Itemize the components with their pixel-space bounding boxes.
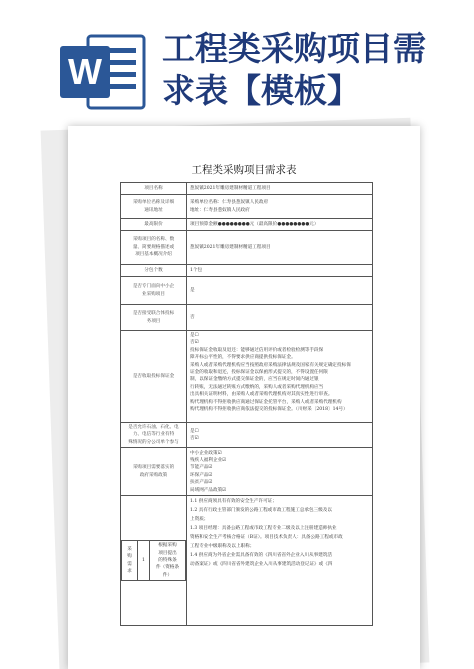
word-icon-letter: W <box>68 51 102 92</box>
deposit-label: 是否收取投标保证金 <box>121 331 187 423</box>
industry-option-yes[interactable]: 是☐ <box>190 428 199 434</box>
table-row <box>121 331 373 423</box>
requirements-heading-char: 采 <box>127 546 132 552</box>
table-row <box>121 448 373 496</box>
requirement-item: 动备案证》或《四川省省外建筑企业入川从事建筑活动登记证》或《四 <box>190 562 333 568</box>
headline-line-1: 工程类采购项目需 <box>162 29 426 68</box>
purchaser-value <box>187 195 373 219</box>
deposit-text-line: 投标保证金收取及退还：能够通过信用评价或者检验检测等手段保 <box>190 347 324 353</box>
max-price-label: 最高限价 <box>121 219 187 231</box>
requirements-heading-char: 需 <box>127 561 132 567</box>
deposit-text-line: 行转账，无法通过转账方式缴纳的，采购人或者采购代理机构应当 <box>190 384 324 390</box>
deposit-text-line: 障开标公平性的，不得要求供应商提供投标保证金。 <box>190 355 296 361</box>
document-title: 工程类采购项目需求表 <box>191 164 297 176</box>
requirement-item: 上资质； <box>190 517 209 523</box>
sme-only-label-line: 是否专门面向中小企 <box>132 284 175 290</box>
requirement-item: 工程专业中级职称及以上职称； <box>190 544 255 550</box>
document-page <box>68 126 420 669</box>
deposit-option-yes[interactable]: 是☐ <box>190 333 199 338</box>
requirement-item: 1.3 项目经理：具备公路工程或市政工程专业二级及以上注册建造师执业 <box>190 526 337 532</box>
policy-option-poverty[interactable]: 扶贫产品☑ <box>190 480 213 486</box>
policy-label-line: 政府采购政策 <box>139 472 168 478</box>
project-name-label: 项目名称 <box>121 183 187 195</box>
requirements-heading-char: 求 <box>127 569 132 575</box>
deposit-text-line: 购代理机构不得拒收供应商依法提交的投标保证金。（川财采〔2018〕14号） <box>190 407 348 413</box>
lots-label: 分包个数 <box>121 265 187 277</box>
requirements-subheading <box>150 541 186 581</box>
deposit-text-line: 证金的收取和退还，投标保证金以保函形式提交的，不得设置任何限 <box>190 370 328 376</box>
purchaser-address: 地址：仁寿县葱奴镇人民政府 <box>190 207 250 213</box>
industry-label-line: 殊情况的分公司单个参与 <box>128 439 179 445</box>
industry-value <box>187 423 373 448</box>
deposit-option-no[interactable]: 否☑ <box>190 340 199 346</box>
table-row <box>121 496 373 626</box>
table-row <box>121 305 373 331</box>
purchaser-label-line: 采购单位名称及详细 <box>132 200 175 206</box>
industry-label <box>121 423 187 448</box>
joint-bid-label-line: 务项目 <box>146 318 161 324</box>
table-row <box>121 277 373 305</box>
max-price-value: 项目预算金额●●●●●●●●元（最高限价●●●●●●●●元） <box>187 219 373 231</box>
overview-label-line: 项目基本概况介绍 <box>135 252 172 258</box>
requirements-heading <box>122 541 138 581</box>
joint-bid-value: 否 <box>187 305 373 331</box>
headline-line-2: 求表【模板】 <box>162 71 360 110</box>
requirements-index: 1 <box>138 541 150 581</box>
table-row <box>121 265 373 277</box>
page-headline <box>162 28 462 112</box>
requirement-item: 资格和安全生产考核合格证（B证）。项目技术负责人：具备公路工程或市政 <box>190 535 343 541</box>
table-row <box>121 195 373 219</box>
requirements-left-subtable <box>121 540 186 581</box>
industry-option-no[interactable]: 否☑ <box>190 436 199 442</box>
table-row <box>121 183 373 195</box>
lots-value: 1个包 <box>187 265 373 277</box>
deposit-text-line: 出具相关证明材料，由采购人或者采购代理机构对其真实性进行审查。 <box>190 392 333 398</box>
deposit-value <box>187 331 373 423</box>
policy-option-energy[interactable]: 节能产品☑ <box>190 465 213 471</box>
deposit-text-line: 采购人或者采购代理机构应当按照政府采购法律法规及国家有关规定确定投标保 <box>190 362 351 368</box>
purchaser-name: 采购单位名称：仁寿县葱奴镇人民政府 <box>190 200 269 206</box>
requirement-item: 1.2 具有行政主管部门颁发的公路工程或市政工程施工总承包三级及以 <box>190 508 332 514</box>
purchaser-label <box>121 195 187 219</box>
deposit-text-line: 购代理机构不得拒收供应商通过保证金托管平台，采购人或者采购代理机构 <box>190 399 342 405</box>
requirements-subheading-line: 件） <box>162 572 173 578</box>
overview-label-line: 采购项目的名称、数 <box>132 237 175 243</box>
policy-label-line: 采购项目需要落实的 <box>132 465 175 471</box>
requirements-items <box>187 496 373 626</box>
deposit-text-line: 制，以保证金缴纳方式提交保证金的，应当在规定时间内通过银 <box>190 377 319 383</box>
table-row <box>121 231 373 265</box>
requirement-item: 1.4 供应商为外省企业需具备有效的《四川省省外企业入川从事建筑活 <box>190 553 332 559</box>
sme-only-value: 是 <box>187 277 373 305</box>
requirements-subheading-line: 项目提出 <box>158 550 177 556</box>
overview-label <box>121 231 187 265</box>
requirements-subheading-line: 件（资格条 <box>156 565 179 571</box>
joint-bid-label-line: 是否接受联合体投标 <box>132 311 175 317</box>
requirements-subheading-line: 的特殊条 <box>158 558 177 564</box>
overview-value: 葱奴镇2021年雕房建制材精道工程项目 <box>187 231 373 265</box>
table-row <box>121 423 373 448</box>
policy-value <box>187 448 373 496</box>
policy-option-lan[interactable]: 局域网产品政策☑ <box>190 487 227 493</box>
purchaser-label-line: 通讯地址 <box>144 207 163 213</box>
policy-option-sme[interactable]: 中小企业政策☑ <box>190 450 222 456</box>
word-document-icon <box>60 28 148 116</box>
sme-only-label-line: 业采购项目 <box>142 291 165 297</box>
requirements-form-table <box>120 182 373 626</box>
table-row <box>121 219 373 231</box>
policy-label <box>121 448 187 496</box>
project-name-value: 葱奴镇2021年雕房建制材精道工程项目 <box>187 183 373 195</box>
requirements-subheading-line: 根据采购 <box>158 543 177 549</box>
sme-only-label <box>121 277 187 305</box>
industry-label-line: 是否允许石油、石化、电力、电信等行业有特 <box>128 425 179 438</box>
policy-option-disability[interactable]: 残疾人福利企业☑ <box>190 457 227 463</box>
requirements-left-cell <box>121 496 187 626</box>
policy-option-environment[interactable]: 环保产品☑ <box>190 472 213 478</box>
requirement-item: 1.1 供应商须具有有效的安全生产许可证； <box>190 499 277 505</box>
requirements-heading-char: 购 <box>127 554 132 560</box>
joint-bid-label <box>121 305 187 331</box>
overview-label-line: 量、简要规格描述或 <box>132 244 175 250</box>
